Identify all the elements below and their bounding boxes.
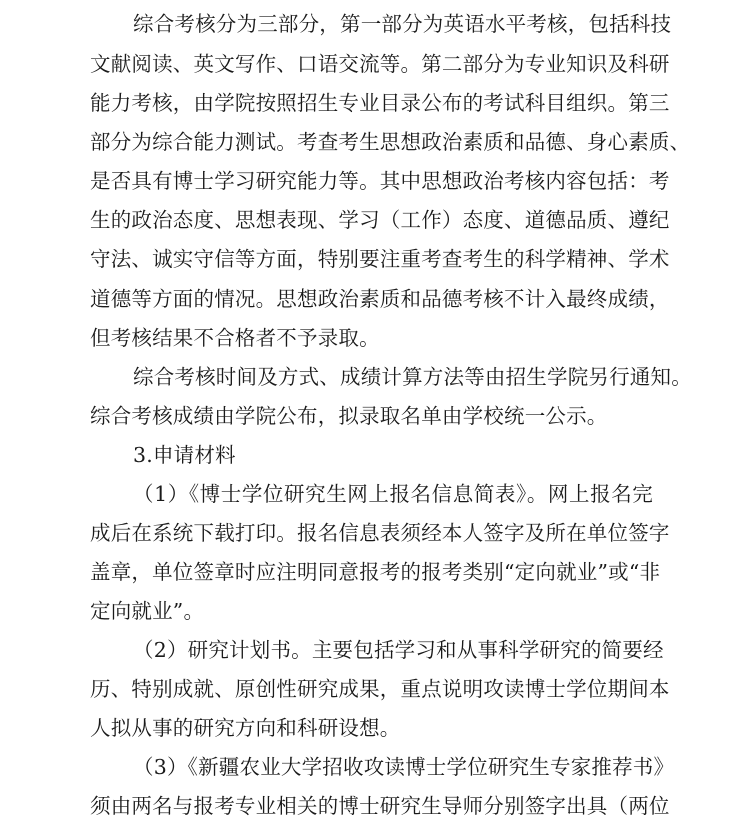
text-line-17: （2）研究计划书。主要包括学习和从事科学研究的简要经 [133, 638, 664, 662]
text-line-10: 综合考核时间及方式、成绩计算方法等由招生学院另行通知。 [133, 365, 692, 389]
text-line-20: （3）《新疆农业大学招收攻读博士学位研究生专家推荐书》 [133, 755, 675, 779]
text-line-9: 但考核结果不合格者不予录取。 [90, 326, 380, 350]
text-line-1: 综合考核分为三部分，第一部分为英语水平考核，包括科技 [133, 12, 672, 36]
text-line-7: 守法、诚实守信等方面，特别要注重考查考生的科学精神、学术 [90, 247, 670, 271]
text-line-11: 综合考核成绩由学院公布，拟录取名单由学校统一公示。 [90, 404, 608, 428]
text-line-5: 是否具有博士学习研究能力等。其中思想政治考核内容包括：考 [90, 169, 670, 193]
text-line-8: 道德等方面的情况。思想政治素质和品德考核不计入最终成绩， [90, 287, 670, 311]
text-line-13: （1）《博士学位研究生网上报名信息简表》。网上报名完 [133, 482, 653, 506]
text-line-16: 定向就业”。 [90, 599, 205, 623]
text-line-18: 历、特别成就、原创性研究成果，重点说明攻读博士学位期间本 [90, 677, 670, 701]
section-heading: 3.申请材料 [133, 443, 236, 467]
text-line-6: 生的政治态度、思想表现、学习（工作）态度、道德品质、遵纪 [90, 208, 670, 232]
text-line-14: 成后在系统下载打印。报名信息表须经本人签字及所在单位签字 [90, 521, 670, 545]
text-line-19: 人拟从事的研究方向和科研设想。 [90, 716, 401, 740]
text-line-2: 文献阅读、英文写作、口语交流等。第二部分为专业知识及科研 [90, 52, 670, 76]
text-line-15: 盖章，单位签章时应注明同意报考的报考类别“定向就业”或“非 [90, 560, 661, 584]
text-line-3: 能力考核，由学院按照招生专业目录公布的考试科目组织。第三 [90, 91, 670, 115]
text-line-4: 部分为综合能力测试。考查考生思想政治素质和品德、身心素质、 [90, 130, 691, 154]
text-line-21: 须由两名与报考专业相关的博士研究生导师分别签字出具（两位 [90, 794, 670, 818]
